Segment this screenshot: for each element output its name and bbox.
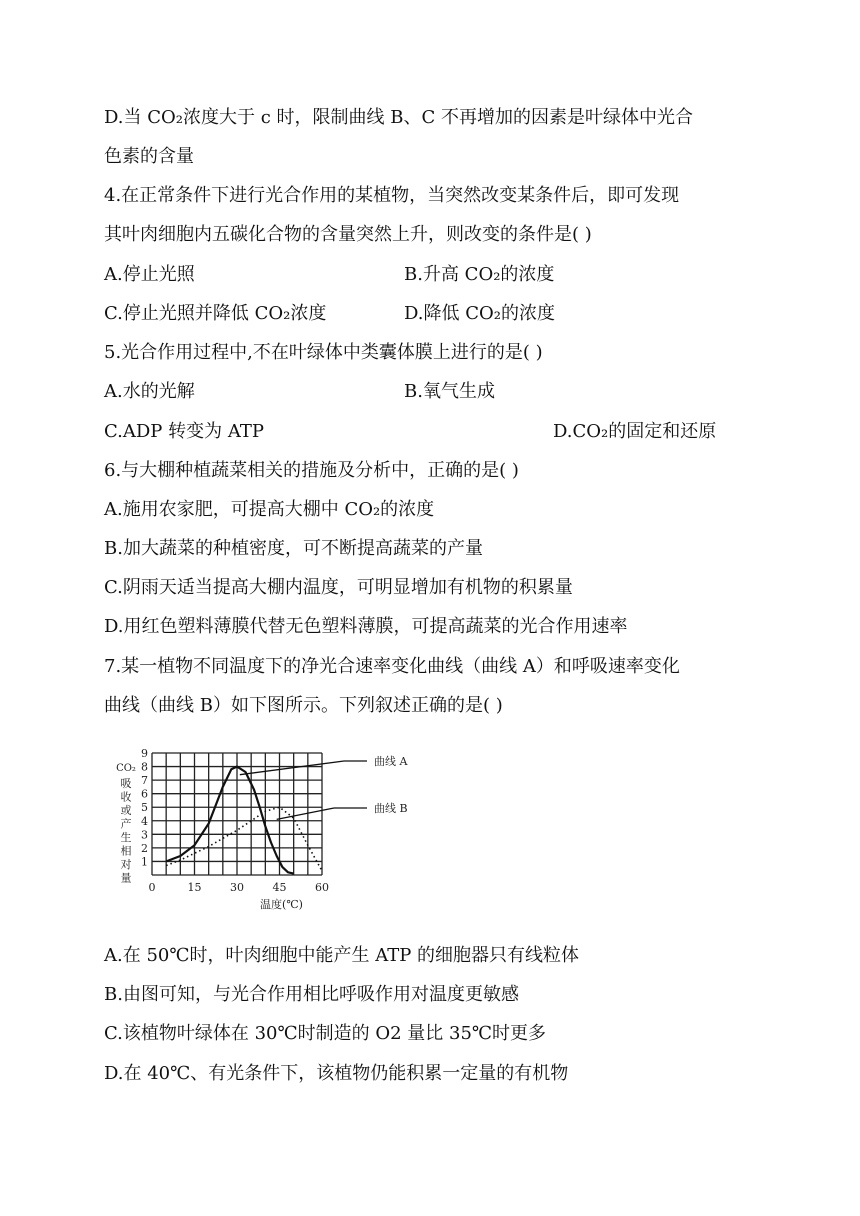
y-axis-label-char: 吸 [120, 777, 132, 790]
q6-option-b: B.加大蔬菜的种植密度，可不断提高蔬菜的产量 [104, 538, 483, 559]
curve-a-line [166, 767, 294, 874]
q3-option-d-line1: D.当 CO₂浓度大于 c 时，限制曲线 B、C 不再增加的因素是叶绿体中光合 [104, 107, 693, 128]
y-axis-label-char: 产 [120, 817, 132, 831]
y-axis-label-char: 生 [120, 831, 132, 844]
chart-series [166, 767, 322, 874]
y-tick-label: 3 [141, 828, 148, 842]
y-tick-label: 9 [141, 747, 148, 760]
q7-option-a: A.在 50℃时，叶肉细胞中能产生 ATP 的细胞器只有线粒体 [104, 945, 580, 966]
q4-option-d: D.降低 CO₂的浓度 [404, 303, 555, 324]
y-axis-label [116, 763, 136, 885]
x-tick-label: 60 [315, 881, 329, 894]
legend-label-b: 曲线 B [374, 802, 408, 815]
y-axis-label-char: 相 [120, 844, 132, 858]
y-tick-label: 8 [141, 760, 148, 774]
q6-option-a: A.施用农家肥，可提高大棚中 CO₂的浓度 [104, 499, 435, 520]
q5-option-c: C.ADP 转变为 ATP [104, 421, 264, 442]
y-axis-label-char: 对 [120, 858, 132, 871]
leader-line-b [277, 808, 334, 819]
y-tick-label: 5 [141, 801, 148, 815]
q7-option-d: D.在 40℃、有光条件下，该植物仍能积累一定量的有机物 [104, 1063, 569, 1084]
q7-stem-line2: 曲线（曲线 B）如下图所示。下列叙述正确的是( ) [104, 695, 503, 716]
q4-stem-line1: 4.在正常条件下进行光合作用的某植物，当突然改变某条件后，即可发现 [104, 185, 680, 206]
legend-label-a: 曲线 A [374, 755, 408, 768]
q7-option-b: B.由图可知，与光合作用相比呼吸作用对温度更敏感 [104, 984, 519, 1005]
q4-stem-line2: 其叶肉细胞内五碳化合物的含量突然上升，则改变的条件是( ) [104, 224, 592, 245]
y-tick-label: 1 [141, 855, 148, 869]
x-tick-label: 45 [272, 881, 287, 894]
y-tick-label: 2 [141, 841, 148, 855]
y-tick-labels [141, 747, 148, 868]
q5-option-b: B.氧气生成 [404, 381, 495, 402]
y-tick-label: 7 [141, 774, 148, 788]
temperature-rate-chart [112, 743, 432, 923]
q4-option-b: B.升高 CO₂的浓度 [404, 264, 555, 285]
q5-option-d: D.CO₂的固定和还原 [553, 421, 717, 442]
y-axis-label-co2: CO₂ [116, 763, 136, 774]
q5-stem: 5.光合作用过程中,不在叶绿体中类囊体膜上进行的是( ) [104, 342, 543, 363]
y-axis-label-char: 收 [120, 790, 132, 804]
q6-stem: 6.与大棚种植蔬菜相关的措施及分析中，正确的是( ) [104, 460, 519, 481]
y-tick-label: 6 [141, 787, 148, 801]
x-tick-label: 30 [230, 881, 244, 894]
q6-option-d: D.用红色塑料薄膜代替无色塑料薄膜，可提高蔬菜的光合作用速率 [104, 616, 628, 637]
x-tick-label: 15 [187, 881, 202, 894]
x-axis-label: 温度(℃) [260, 898, 303, 911]
x-tick-labels [149, 881, 330, 894]
q4-option-a: A.停止光照 [104, 264, 195, 285]
y-tick-label: 4 [141, 814, 148, 828]
y-axis-label-char: 或 [120, 804, 132, 817]
q6-option-c: C.阴雨天适当提高大棚内温度，可明显增加有机物的积累量 [104, 577, 573, 598]
y-axis-label-char: 量 [120, 871, 132, 885]
q4-option-c: C.停止光照并降低 CO₂浓度 [104, 303, 327, 324]
q7-option-c: C.该植物叶绿体在 30℃时制造的 O2 量比 35℃时更多 [104, 1023, 547, 1044]
q5-option-a: A.水的光解 [104, 381, 195, 402]
leader-line-a [240, 761, 344, 775]
q3-option-d-line2: 色素的含量 [104, 146, 194, 167]
q7-stem-line1: 7.某一植物不同温度下的净光合速率变化曲线（曲线 A）和呼吸速率变化 [104, 656, 680, 677]
x-tick-label: 0 [148, 881, 156, 894]
